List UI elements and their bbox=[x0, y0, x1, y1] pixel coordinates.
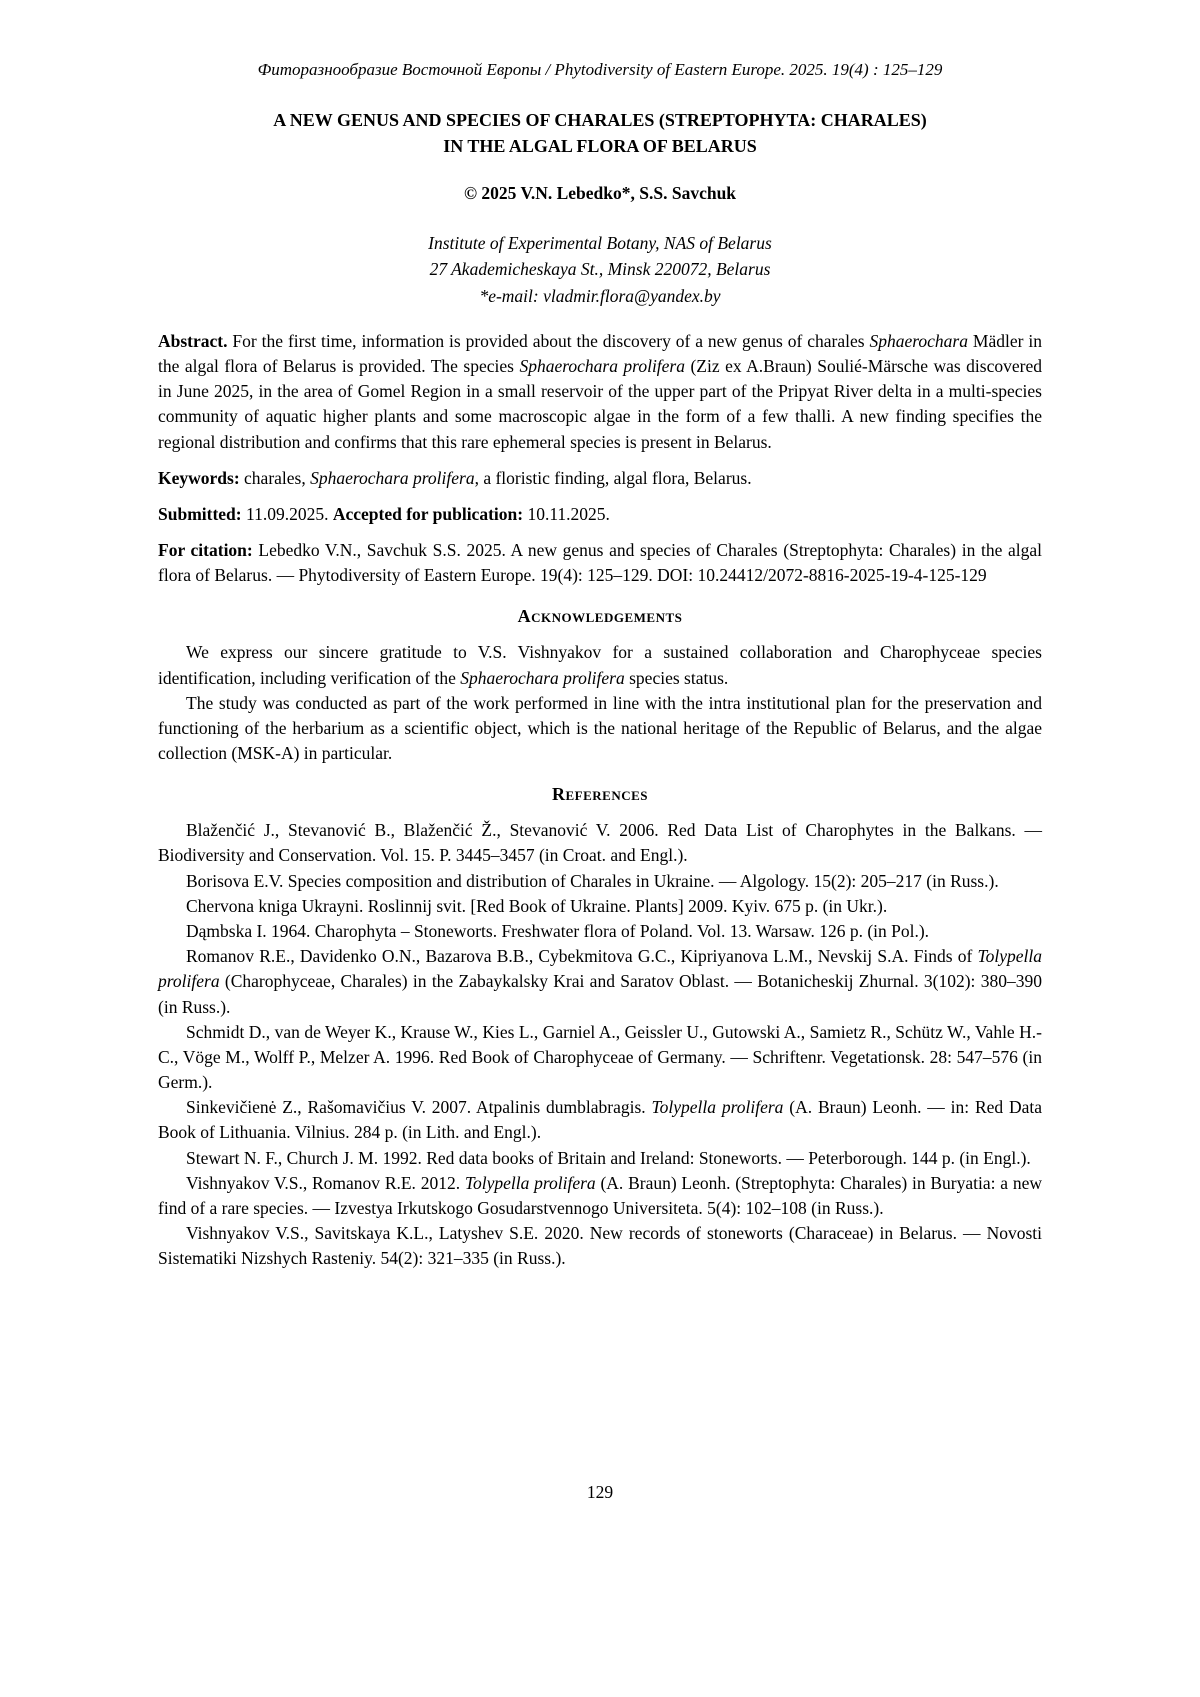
reference-item: Vishnyakov V.S., Romanov R.E. 2012. Tolypella prolifera (A. Braun) Leonh. (Streptophyta: Charales) in Buryatia: a new find of a rare species. — Izvestya Irkutskogo Gosudarstvennogo Universiteta. 5(4): 102–108 (in Russ.). bbox=[158, 1172, 1042, 1219]
reference-item: Chervona kniga Ukrayni. Roslinnij svit. [Red Book of Ukraine. Plants] 2009. Kyiv. 675 p. (in Ukr.). bbox=[186, 895, 888, 916]
reference-item: Schmidt D., van de Weyer K., Krause W., Kies L., Garniel A., Geissler U., Gutowski A., Samietz R., Schütz W., Vahle H.-C., Vöge M., Wolff P., Melzer A. 1996. Red Book of Charophyceae of Germany. — Schriftenr. Vegetationsk. 28: 547–576 (in Germ.). bbox=[158, 1021, 1042, 1093]
citation-paragraph: For citation: Lebedko V.N., Savchuk S.S. 2025. A new genus and species of Charales (Streptophyta: Charales) in the algal flora of Belarus. — Phytodiversity of Eastern Europe. 19(4): 125–129. DOI: 10.24412/2072-8816-2025-19-4-125-129 bbox=[158, 540, 1042, 586]
reference-item: Blaženčić J., Stevanović B., Blaženčić Ž., Stevanović V. 2006. Red Data List of Charophytes in the Balkans. — Biodiversity and Conservation. Vol. 15. P. 3445–3457 (in Croat. and Engl.). bbox=[158, 820, 1042, 866]
references-list bbox=[158, 818, 1042, 1271]
journal-header-line: Фиторазнообразие Восточной Европы / Phytodiversity of Eastern Europe. 2025. 19(4) : 125–129 bbox=[257, 60, 943, 79]
authors-line: © 2025 V.N. Lebedko*, S.S. Savchuk bbox=[463, 182, 737, 203]
affiliation-line-email: *e-mail: vladmir.flora@yandex.by bbox=[479, 285, 721, 306]
reference-item: Romanov R.E., Davidenko O.N., Bazarova B.B., Cybekmitova G.C., Kipriyanova L.M., Nevskij S.A. Finds of Tolypella prolifera (Charophyceae, Charales) in the Zabaykalsky Krai and Saratov Oblast. — Botanicheskij Zhurnal. 3(102): 380–390 (in Russ.). bbox=[158, 946, 1042, 1017]
affiliation-line-address: 27 Akademicheskaya St., Minsk 220072, Belarus bbox=[429, 259, 771, 280]
page-number: 129 bbox=[586, 1482, 614, 1502]
reference-item: Vishnyakov V.S., Savitskaya K.L., Latyshev S.E. 2020. New records of stoneworts (Characeae) in Belarus. — Novosti Sistematiki Nizshych Rasteniy. 54(2): 321–335 (in Russ.). bbox=[158, 1223, 1042, 1269]
acknowledgements-paragraph: The study was conducted as part of the work performed in line with the intra institutional plan for the preservation and functioning of the herbarium as a scientific object, which is the national heritage of the Republic of Belarus, and the algae collection (MSK-A) in particular. bbox=[158, 692, 1042, 764]
reference-item: Stewart N. F., Church J. M. 1992. Red data books of Britain and Ireland: Stoneworts. — Peterborough. 144 p. (in Engl.). bbox=[186, 1147, 1031, 1168]
acknowledgements-heading: Acknowledgements bbox=[517, 606, 683, 627]
reference-item: Sinkevičienė Z., Rašomavičius V. 2007. Atpalinis dumblabragis. Tolypella prolifera (A. Braun) Leonh. — in: Red Data Book of Lithuania. Vilnius. 284 p. (in Lith. and Engl.). bbox=[158, 1097, 1043, 1143]
abstract-paragraph: Abstract. For the first time, information is provided about the discovery of a new genus of charales Sphaerochara Mädler in the algal flora of Belarus is provided. The species Sphaerochara prolifera (Ziz ex A.Braun) Soulié-Märsche was discovered in June 2025, in the area of Gomel Region in a small reservoir of the upper part of the Pripyat River delta in a multi-species community of aquatic higher plants and some macroscopic algae in the form of a few thalli. A new finding specifies the regional distribution and confirms that this rare ephemeral species is present in Belarus. bbox=[158, 330, 1042, 452]
reference-item: Dąmbska I. 1964. Charophyta – Stoneworts. Freshwater flora of Poland. Vol. 13. Warsaw. 126 p. (in Pol.). bbox=[186, 920, 930, 941]
references-heading: References bbox=[551, 784, 649, 805]
affiliation-line-institute: Institute of Experimental Botany, NAS of Belarus bbox=[428, 233, 772, 254]
keywords-line: Keywords: charales, Sphaerochara prolifera, a floristic finding, algal flora, Belarus. bbox=[158, 467, 752, 488]
reference-item: Borisova E.V. Species composition and distribution of Charales in Ukraine. — Algology. 15(2): 205–217 (in Russ.). bbox=[186, 870, 999, 891]
article-title-line-2: IN THE ALGAL FLORA OF BELARUS bbox=[443, 135, 757, 156]
article-title bbox=[158, 108, 1042, 158]
article-title-line-1: A NEW GENUS AND SPECIES OF CHARALES (STREPTOPHYTA: CHARALES) bbox=[273, 110, 927, 131]
submission-dates-line: Submitted: 11.09.2025. Accepted for publication: 10.11.2025. bbox=[158, 503, 610, 524]
acknowledgements-paragraph: We express our sincere gratitude to V.S. Vishnyakov for a sustained collaboration and Charophyceae species identification, including verification of the Sphaerochara prolifera species status. bbox=[158, 642, 1042, 688]
affiliation-block bbox=[158, 230, 1042, 309]
